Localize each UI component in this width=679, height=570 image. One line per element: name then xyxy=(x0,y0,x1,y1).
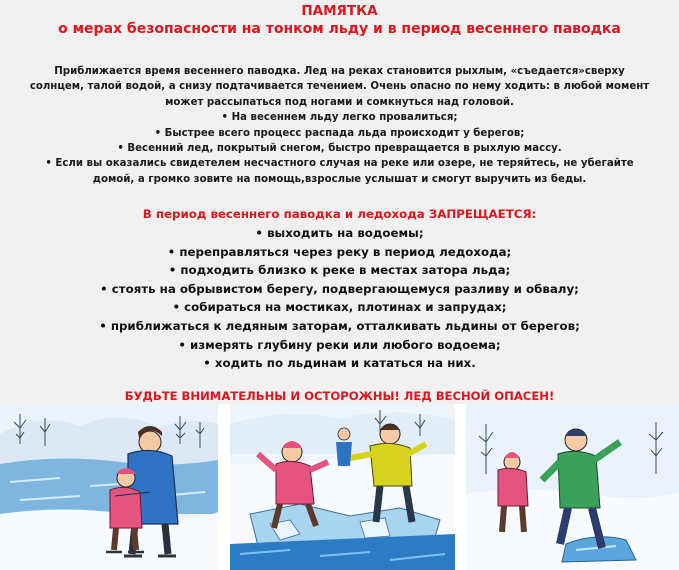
intro-line: домой, а громко зовите на помощь,взрослые услышат и смогут выручить из беды. xyxy=(92,173,587,185)
prohibition-item: • приближаться к ледяным заторам, отталкивать льдины от берегов; xyxy=(99,318,580,333)
intro-line: солнцем, талой водой, а снизу подтачивается течением. Очень опасно по нему ходить: в любой момент xyxy=(29,81,650,93)
child-and-man-on-broken-ice-icon xyxy=(466,404,679,570)
child-falling-through-ice-icon xyxy=(230,404,455,570)
prohibition-item: • переправляться через реку в период ледохода; xyxy=(167,244,512,259)
intro-line: • Если вы оказались свидетелем несчастного случая на реке или озере, не теряйтесь, не убегайте xyxy=(45,158,634,170)
prohibitions-heading: В период весеннего паводка и ледохода ЗАПРЕЩАЕТСЯ: xyxy=(142,207,537,221)
prohibition-item: • собираться на мостиках, плотинах и запрудах; xyxy=(172,300,507,315)
intro-line: • На весеннем льду легко провалиться; xyxy=(221,112,458,124)
intro-text xyxy=(6,64,673,187)
prohibition-item: • ходить по льдинам и кататься на них. xyxy=(203,356,476,371)
intro-line: • Весенний лед, покрытый снегом, быстро превращается в рыхлую массу. xyxy=(117,143,562,155)
intro-line: Приближается время весеннего паводка. Лед на реках становится рыхлым, «съедается»сверху xyxy=(54,66,625,77)
prohibition-item: • выходить на водоемы; xyxy=(255,226,424,240)
prohibition-item: • измерять глубину реки или любого водоема; xyxy=(178,337,501,352)
prohibition-item: • стоять на обрывистом берегу, подвергающемуся разливу и обвалу; xyxy=(100,281,579,296)
prohibitions-list xyxy=(0,224,679,373)
mother-child-skating-icon xyxy=(0,404,218,570)
prohibition-item: • подходить близко к реке в местах затора льда; xyxy=(168,263,511,278)
intro-line: • Быстрее всего процесс распада льда происходит у берегов; xyxy=(154,127,525,139)
poster-subtitle: о мерах безопасности на тонком льду и в период весеннего паводка xyxy=(58,21,621,37)
illustrations-strip xyxy=(0,404,679,570)
intro-line: может рассыпаться под ногами и сомкнуться над головой. xyxy=(165,96,514,108)
poster-title: ПАМЯТКА xyxy=(301,3,378,19)
warning-text: БУДЬТЕ ВНИМАТЕЛЬНЫ И ОСТОРОЖНЫ! ЛЕД ВЕСНОЙ ОПАСЕН! xyxy=(124,389,555,403)
